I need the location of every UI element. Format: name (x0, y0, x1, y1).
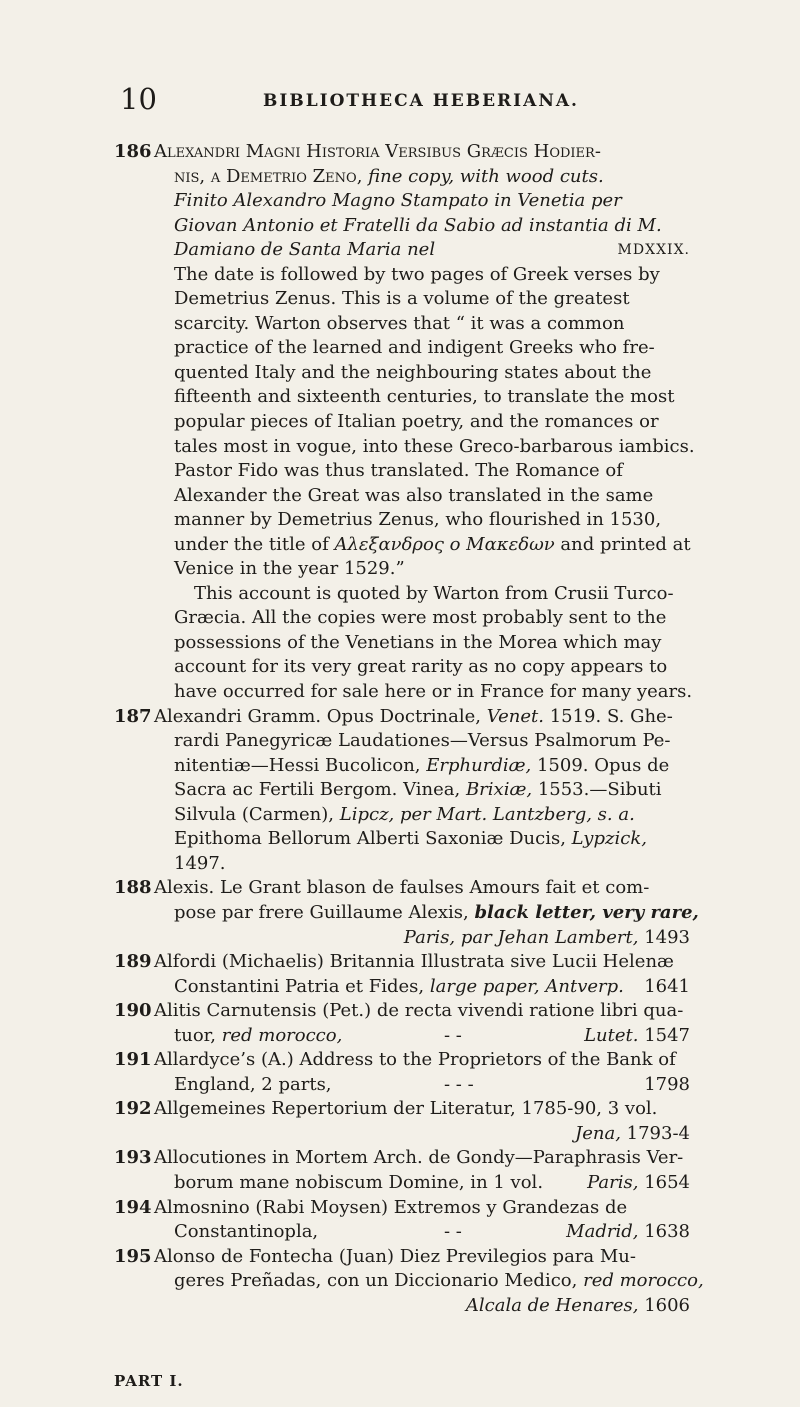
entry-number: 193 (114, 1147, 152, 1169)
entry-195-line (114, 1269, 704, 1294)
imprint: Jena, (575, 1122, 621, 1144)
entry-title: Constantinopla, (174, 1221, 319, 1243)
entry-187-line (114, 827, 690, 852)
entry-186-line (114, 238, 690, 263)
entry-190-line (114, 1024, 690, 1049)
entry-187-line (114, 729, 690, 754)
entry-186-line (114, 189, 690, 214)
binding-note: red morocco, (221, 1024, 343, 1046)
leader-dashes: - - (444, 1221, 462, 1243)
imprint: Alcala de Henares, (465, 1294, 639, 1316)
note-text: possessions of the Venetians in the Morea which may (174, 631, 662, 653)
note-line (114, 582, 690, 607)
note-text: manner by Demetrius Zenus, who flourished in 1530, (174, 509, 662, 531)
note-text: and printed at (560, 533, 691, 555)
entry-title: Sacra ac Fertili Bergom. Vinea, (174, 779, 461, 801)
entry-title: Allocutiones in Mortem Arch. de Gondy—Paraphrasis Ver- (154, 1147, 684, 1169)
entry-number: 190 (114, 1000, 152, 1022)
entry-title: pose par frere Guillaume Alexis, (174, 901, 469, 923)
note-line (114, 655, 690, 680)
imprint: large paper, Antverp. (429, 975, 624, 997)
note-line (114, 508, 690, 533)
note-text: have occurred for sale here or in France for many years. (174, 681, 693, 703)
note-line (114, 312, 690, 337)
entry-number: 187 (114, 705, 152, 727)
entry-186-line (114, 214, 690, 239)
entry-number: 188 (114, 877, 152, 899)
note-text: fifteenth and sixteenth centuries, to translate the most (174, 386, 675, 408)
note-text: scarcity. Warton observes that “ it was a common (174, 312, 625, 334)
entry-188-line (114, 926, 690, 951)
note-text: under the title of (174, 533, 329, 555)
colophon: Damiano de Santa Maria nel (174, 239, 436, 261)
signature-mark: PART I. (114, 1372, 184, 1390)
entry-title: borum mane nobiscum Domine, in 1 vol. (174, 1171, 544, 1193)
entry-title: Alexis. Le Grant blason de faulses Amours fait et com- (154, 877, 650, 899)
entry-194-line (114, 1196, 690, 1221)
entry-title: Allgemeines Repertorium der Literatur, 1785-90, 3 vol. (154, 1098, 658, 1120)
note-line (114, 435, 695, 460)
entry-number: 195 (114, 1245, 152, 1267)
entry-date: 1638 (644, 1221, 690, 1243)
entry-title: 1519. S. Ghe- (549, 705, 673, 727)
imprint: Lutet. (584, 1024, 639, 1046)
note-line (114, 680, 693, 705)
entry-title: Almosnino (Rabi Moysen) Extremos y Grandezas de (154, 1196, 628, 1218)
note-text: Pastor Fido was thus translated. The Romance of (174, 460, 623, 482)
note-line (114, 385, 690, 410)
note-line (114, 533, 690, 558)
copy-note: black letter, very rare, (474, 901, 699, 923)
entry-number: 186 (114, 141, 152, 162)
note-line (114, 606, 690, 631)
note-line (114, 459, 690, 484)
entry-number: 189 (114, 951, 152, 973)
entry-date: 1793-4 (626, 1122, 690, 1144)
entry-186-line (114, 140, 690, 165)
page-header (0, 84, 800, 124)
entry-title: Alexandri Magni Historia Versibus Græcis Hodier- (154, 141, 601, 162)
colophon: Giovan Antonio et Fratelli da Sabio ad instantia di M. (174, 214, 662, 236)
imprint: Madrid, (566, 1221, 639, 1243)
entry-190-line (114, 999, 690, 1024)
imprint: Lipcz, per Mart. Lantzberg, s. a. (339, 803, 635, 825)
note-text: account for its very great rarity as no copy appears to (174, 656, 668, 678)
entry-date: 1606 (644, 1294, 690, 1316)
imprint: Paris, (587, 1171, 639, 1193)
entry-date: 1547 (644, 1024, 690, 1046)
note-text: Venice in the year 1529.” (174, 558, 405, 580)
entry-title: tuor, (174, 1024, 217, 1046)
copy-note: fine copy, with wood cuts. (368, 165, 604, 187)
entry-title: England, 2 parts, (174, 1073, 332, 1095)
entry-187-line (114, 754, 690, 779)
greek-title: Αλεξανδρος ο Μακεδων (334, 533, 555, 555)
imprint: Brixiæ, (465, 779, 533, 801)
note-line (114, 631, 690, 656)
entry-number: 192 (114, 1098, 152, 1120)
entry-187-line (114, 852, 690, 877)
entry-191-line (114, 1073, 690, 1098)
entry-title: rardi Panegyricæ Laudationes—Versus Psalmorum Pe- (174, 730, 671, 752)
note-text: Græcia. All the copies were most probably sent to the (174, 607, 667, 629)
entry-189-line (114, 975, 690, 1000)
entry-date: 1641 (644, 975, 690, 997)
entry-191-line (114, 1048, 690, 1073)
imprint: Venet. (486, 705, 544, 727)
entry-title: 1509. Opus de (536, 754, 670, 776)
entry-193-line (114, 1171, 690, 1196)
entry-188-line (114, 901, 699, 926)
entry-date: 1654 (644, 1171, 690, 1193)
entry-date: MDXXIX. (617, 242, 690, 259)
entry-192-line (114, 1097, 690, 1122)
note-text: Demetrius Zenus. This is a volume of the greatest (174, 288, 630, 310)
note-line (114, 410, 690, 435)
imprint: Erphurdiæ, (426, 754, 532, 776)
leader-dashes: - - - (444, 1073, 474, 1095)
note-line (114, 263, 690, 288)
note-text: tales most in vogue, into these Greco-barbarous iambics. (174, 435, 695, 457)
note-line (114, 361, 690, 386)
entry-195-line (114, 1245, 690, 1270)
running-title: BIBLIOTHECA HEBERIANA. (263, 91, 579, 111)
imprint: Lypzick, (571, 828, 647, 850)
entry-title: Allardyce’s (A.) Address to the Proprietors of the Bank of (154, 1049, 676, 1071)
note-text: This account is quoted by Warton from Crusii Turco- (194, 582, 674, 604)
entry-194-line (114, 1220, 690, 1245)
entry-title: Epithoma Bellorum Alberti Saxoniæ Ducis, (174, 828, 566, 850)
entry-number: 191 (114, 1049, 152, 1071)
entry-title: Alonso de Fontecha (Juan) Diez Previlegios para Mu- (154, 1245, 636, 1267)
entry-title: 1553.—Sibuti (537, 779, 662, 801)
note-text: practice of the learned and indigent Greeks who fre- (174, 337, 655, 359)
entry-193-line (114, 1146, 690, 1171)
note-line (114, 287, 690, 312)
entry-number: 194 (114, 1196, 152, 1218)
entry-195-line (114, 1294, 690, 1319)
entry-title: nis, a Demetrio Zeno, (174, 165, 363, 187)
entry-date: 1798 (644, 1073, 690, 1095)
entry-187-line (114, 705, 690, 730)
entry-title: Alexandri Gramm. Opus Doctrinale, (154, 705, 482, 727)
entry-title: Alfordi (Michaelis) Britannia Illustrata sive Lucii Helenæ (154, 951, 674, 973)
entry-188-line (114, 876, 690, 901)
note-text: quented Italy and the neighbouring states about the (174, 361, 652, 383)
entry-title: nitentiæ—Hessi Bucolicon, (174, 754, 421, 776)
note-line (114, 557, 690, 582)
note-text: The date is followed by two pages of Greek verses by (174, 263, 660, 285)
catalogue-entries (114, 140, 704, 1318)
note-line (114, 484, 690, 509)
entry-187-line (114, 778, 690, 803)
entry-title: geres Preñadas, con un Diccionario Medico, (174, 1270, 578, 1292)
entry-title: Constantini Patria et Fides, (174, 975, 425, 997)
entry-192-line (114, 1122, 690, 1147)
binding-note: red morocco, (583, 1270, 704, 1292)
note-text: popular pieces of Italian poetry, and the romances or (174, 411, 659, 433)
entry-date: 1493 (644, 926, 690, 948)
entry-title: Silvula (Carmen), (174, 803, 335, 825)
entry-187-line (114, 803, 690, 828)
entry-title: Alitis Carnutensis (Pet.) de recta vivendi ratione libri qua- (154, 1000, 684, 1022)
page-number: 10 (120, 82, 157, 116)
entry-date: 1497. (174, 852, 226, 874)
note-text: Alexander the Great was also translated in the same (174, 484, 654, 506)
entry-189-line (114, 950, 690, 975)
colophon: Finito Alexandro Magno Stampato in Venetia per (174, 190, 622, 212)
entry-186-line (114, 165, 690, 190)
note-line (114, 336, 690, 361)
imprint: Paris, par Jehan Lambert, (403, 926, 639, 948)
leader-dashes: - - (444, 1024, 462, 1046)
